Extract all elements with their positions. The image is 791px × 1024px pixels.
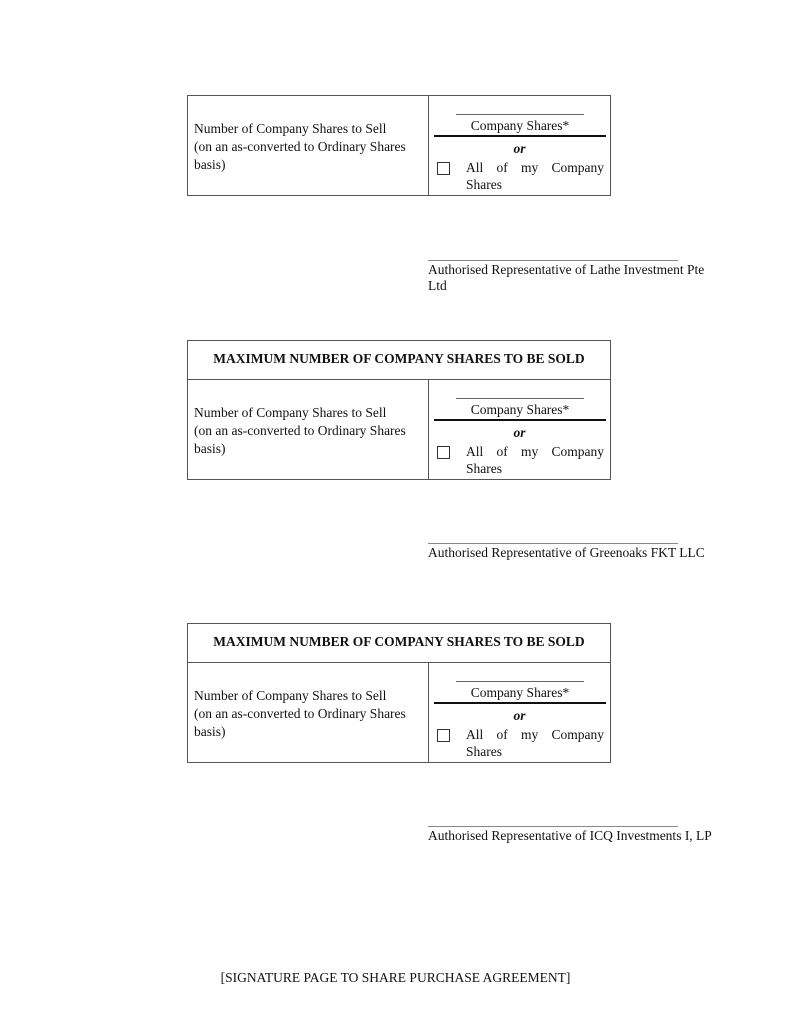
signatory-caption: Authorised Representative of Greenoaks FKT LLC — [428, 545, 705, 560]
shares-blank-line[interactable] — [456, 398, 584, 399]
company-shares-label: Company Shares* — [434, 685, 606, 704]
shares-table-greenoaks — [187, 340, 611, 480]
signature-line[interactable] — [428, 260, 678, 261]
shares-blank-line[interactable] — [456, 114, 584, 115]
row-label — [188, 380, 429, 479]
row-label-title: Number of Company Shares to Sell — [194, 405, 387, 420]
row-label-title: Number of Company Shares to Sell — [194, 121, 387, 136]
all-shares-label: All of my Company — [466, 727, 604, 742]
row-label-basis: (on an as-converted to Ordinary Shares basis) — [194, 139, 406, 172]
signature-line[interactable] — [428, 543, 678, 544]
all-shares-checkbox[interactable] — [437, 729, 450, 742]
page-footer: [SIGNATURE PAGE TO SHARE PURCHASE AGREEMENT] — [220, 970, 571, 985]
shares-row — [188, 380, 610, 479]
row-label-title: Number of Company Shares to Sell — [194, 688, 387, 703]
shares-entry — [429, 380, 610, 479]
shares-table-icq — [187, 623, 611, 763]
table-header: MAXIMUM NUMBER OF COMPANY SHARES TO BE SOLD — [188, 624, 610, 663]
signature-line[interactable] — [428, 826, 678, 827]
shares-row — [188, 663, 610, 762]
row-label — [188, 663, 429, 762]
or-label: or — [513, 141, 526, 156]
or-label: or — [513, 708, 526, 723]
signatory-caption: Authorised Representative of ICQ Investments I, LP — [428, 828, 712, 843]
all-shares-label: All of my Company — [466, 160, 604, 175]
table-header: MAXIMUM NUMBER OF COMPANY SHARES TO BE SOLD — [188, 341, 610, 380]
all-shares-label-cont: Shares — [466, 744, 502, 759]
all-shares-checkbox[interactable] — [437, 162, 450, 175]
row-label-basis: (on an as-converted to Ordinary Shares basis) — [194, 423, 406, 456]
shares-entry — [429, 96, 610, 195]
company-shares-label: Company Shares* — [434, 118, 606, 137]
shares-row — [188, 96, 610, 195]
shares-table-lathe — [187, 95, 611, 196]
row-label-basis: (on an as-converted to Ordinary Shares basis) — [194, 706, 406, 739]
all-shares-label-cont: Shares — [466, 177, 502, 192]
or-label: or — [513, 425, 526, 440]
all-shares-label-cont: Shares — [466, 461, 502, 476]
company-shares-label: Company Shares* — [434, 402, 606, 421]
shares-blank-line[interactable] — [456, 681, 584, 682]
all-shares-checkbox[interactable] — [437, 446, 450, 459]
signatory-caption: Authorised Representative of Lathe Investment Pte Ltd — [428, 262, 705, 293]
row-label — [188, 96, 429, 195]
all-shares-label: All of my Company — [466, 444, 604, 459]
shares-entry — [429, 663, 610, 762]
